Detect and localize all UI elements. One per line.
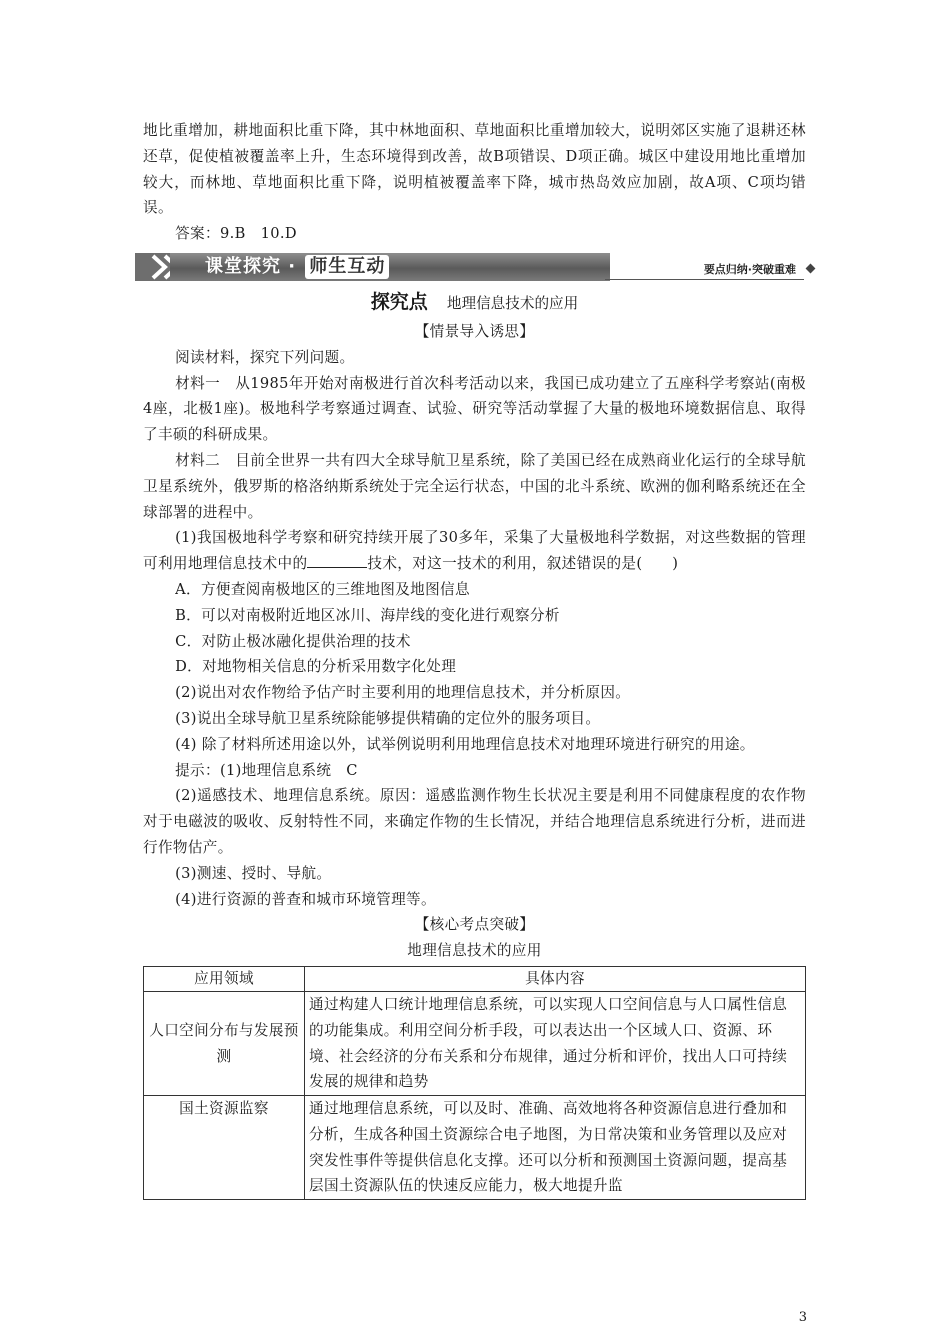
banner-title-dot: ·	[288, 255, 297, 277]
banner-rule	[605, 279, 804, 280]
question-three: (3)说出全球导航卫星系统除能够提供精确的定位外的服务项目。	[175, 709, 601, 727]
table-cell-content: 通过地理信息系统，可以及时、准确、高效地将各种资源信息进行叠加和分析，生成各种国土资源综合电子地图，为日常决策和业务管理以及应对突发性事件等提供信息化支撑。还可以分析和预测国土资源问题，提高基层国土资源队伍的快速反应能力，极大地提升监	[305, 1096, 806, 1200]
banner-title-highlight: 师生互动	[305, 255, 389, 279]
option-c: C．对防止极冰融化提供治理的技术	[175, 632, 411, 650]
table-row	[144, 1096, 806, 1200]
option-a: A．方便查阅南极地区的三维地图及地图信息	[175, 580, 470, 598]
question-one-after: 技术，对这一技术的利用，叙述错误的是( )	[367, 555, 679, 573]
answer-line: 答案：9.B 10.D	[175, 225, 297, 243]
hint-three: (3)测速、授时、导航。	[175, 864, 332, 882]
material-two: 材料二 目前全世界一共有四大全球导航卫星系统，除了美国已经在成熟商业化运行的全球导航卫星系统外，俄罗斯的格洛纳斯系统处于完全运行状态，中国的北斗系统、欧洲的伽利略系统还在全球部署的进程中。	[143, 451, 806, 521]
question-one-before: (1)我国极地科学考察和研究持续开展了30多年，采集了大量极地科学数据，对这些数据的管理可利用地理信息技术中的	[143, 529, 806, 573]
column-header-field: 应用领域	[144, 966, 305, 991]
table-row	[144, 991, 806, 1095]
question-one	[143, 525, 806, 577]
document-page	[143, 118, 806, 1200]
answer-blank	[307, 553, 367, 568]
hint-four: (4)进行资源的普查和城市环境管理等。	[175, 890, 436, 908]
question-two: (2)说出对农作物给予估产时主要利用的地理信息技术，并分析原因。	[175, 684, 631, 702]
subheading-scenario: 【情景导入诱思】	[414, 322, 535, 340]
answer-explanation: 地比重增加，耕地面积比重下降，其中林地面积、草地面积比重增加较大，说明郊区实施了退耕还林还草，促使植被覆盖率上升，生态环境得到改善，故B项错误、D项正确。城区中建设用地比重增加较大，而林地、草地面积比重下降，说明植被覆盖率下降，城市热岛效应加剧，故A项、C项均错误。	[143, 122, 806, 217]
option-d: D．对地物相关信息的分析采用数字化处理	[175, 658, 457, 676]
banner-title-main: 课堂探究	[205, 255, 281, 277]
table-title: 地理信息技术的应用	[407, 942, 542, 960]
subheading-core: 【核心考点突破】	[414, 916, 535, 934]
table-cell-field: 人口空间分布与发展预测	[144, 991, 305, 1095]
heading-sub: 地理信息技术的应用	[446, 294, 579, 312]
banner-title	[205, 255, 389, 279]
heading-main: 探究点	[370, 290, 428, 313]
option-b: B．可以对南极附近地区冰川、海岸线的变化进行观察分析	[175, 606, 560, 624]
table-cell-content: 通过构建人口统计地理信息系统，可以实现人口空间信息与人口属性信息的功能集成。利用空间分析手段，可以表达出一个区域人口、资源、环境、社会经济的分布关系和分布规律，通过分析和评价，找出人口可持续发展的规律和趋势	[305, 991, 806, 1095]
section-heading	[143, 287, 806, 319]
page-number: 3	[798, 1310, 807, 1325]
table-cell-field: 国土资源监察	[144, 1096, 305, 1200]
table-header-row	[144, 966, 806, 991]
question-four: (4) 除了材料所述用途以外，试举例说明利用地理信息技术对地理环境进行研究的用途。	[175, 735, 755, 753]
instruction: 阅读材料，探究下列问题。	[175, 348, 355, 366]
application-table	[143, 966, 806, 1200]
banner-right-text: 要点归纳·突破重难	[703, 262, 796, 276]
section-banner	[135, 253, 814, 283]
material-one: 材料一 从1985年开始对南极进行首次科考活动以来，我国已成功建立了五座科学考察站(南极4座，北极1座)。极地科学考察通过调查、试验、研究等活动掌握了大量的极地环境数据信息、取得了丰硕的科研成果。	[143, 374, 806, 444]
hint-two: (2)遥感技术、地理信息系统。原因：遥感监测作物生长状况主要是利用不同健康程度的农作物对于电磁波的吸收、反射特性不同，来确定作物的生长情况，并结合地理信息系统进行分析，进而进行作物估产。	[143, 787, 806, 856]
column-header-content: 具体内容	[305, 966, 806, 991]
hint-one: 提示：(1)地理信息系统 C	[175, 761, 358, 779]
diamond-icon	[806, 264, 816, 274]
